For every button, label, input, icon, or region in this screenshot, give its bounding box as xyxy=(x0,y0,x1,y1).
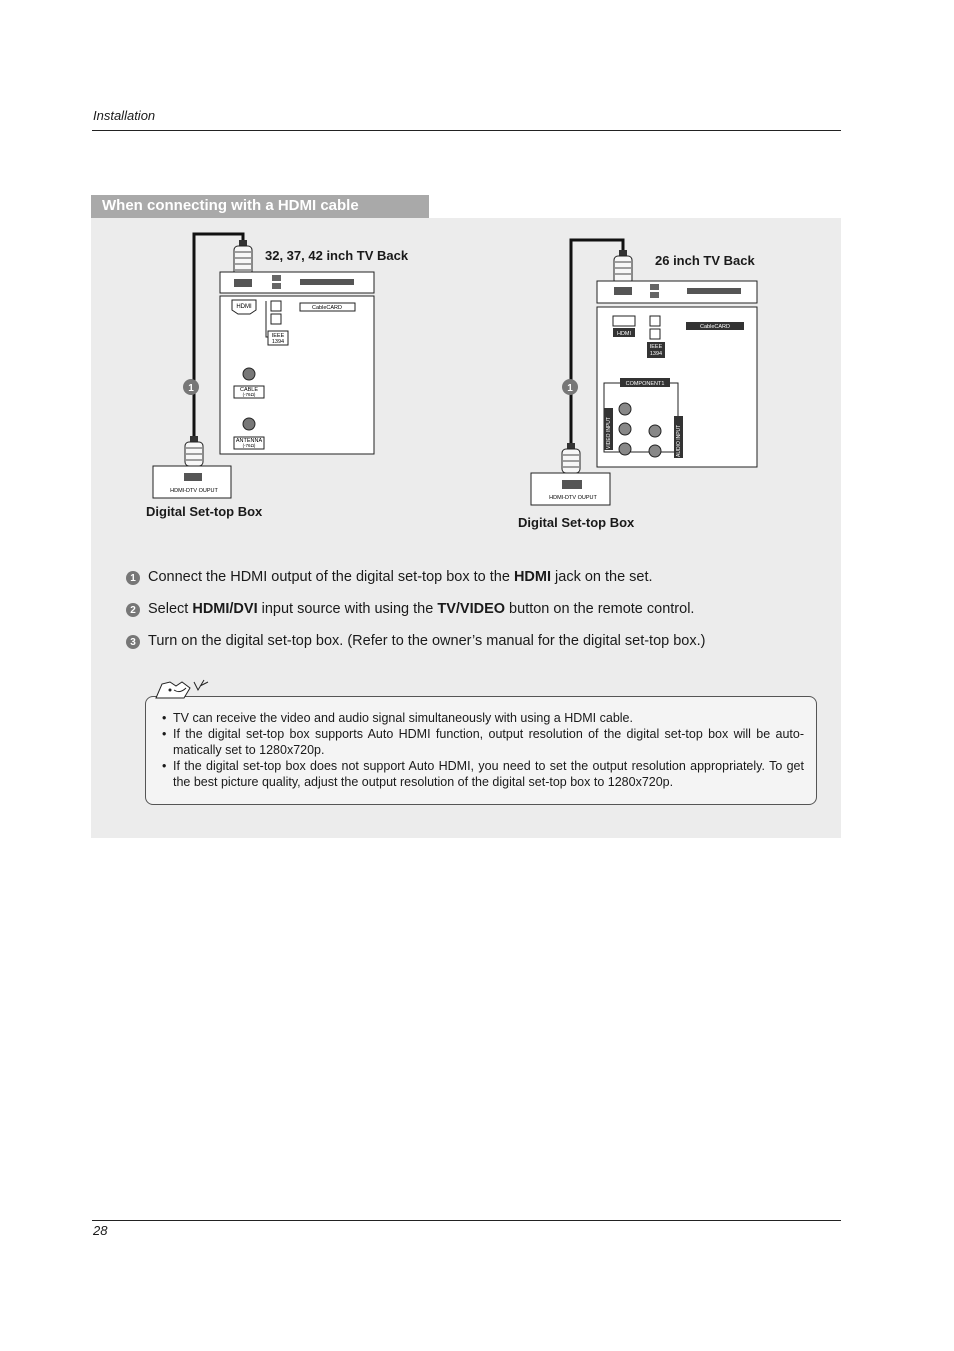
ieee-label-right: IEEE xyxy=(649,344,663,350)
ieee-num-left: 1394 xyxy=(271,339,285,345)
footer-rule xyxy=(92,1220,841,1221)
cablecard-label-right: CableCARD xyxy=(700,324,730,330)
settop-label-left: Digital Set-top Box xyxy=(146,504,263,519)
left-diagram xyxy=(153,234,374,498)
cable-sub-left: (-76Ω) xyxy=(242,392,256,397)
ieee-num-right: 1394 xyxy=(649,351,663,357)
note-item: • TV can receive the video and audio signal simultaneously with using a HDMI cable. xyxy=(162,710,804,726)
note-item: • If the digital set-top box does not support Auto HDMI, you need to set the output resolution appropriately. To get the best picture quality, adjust the output resolution of the digital set-top box to 1280x720p. xyxy=(162,758,804,790)
step-number: 1 xyxy=(126,571,140,585)
step-number: 2 xyxy=(126,603,140,617)
antenna-jack-left xyxy=(243,418,255,430)
hdmi-port-label-right: HDMI xyxy=(616,331,632,337)
cablecard-label-left: CableCARD xyxy=(312,305,342,311)
step-number: 3 xyxy=(126,635,140,649)
step-text: Connect the HDMI output of the digital set-top box to the HDMI jack on the set. xyxy=(148,569,653,585)
note-hand-icon xyxy=(152,676,212,704)
ieee-label-left: IEEE xyxy=(271,333,285,339)
section-header: Installation xyxy=(93,108,156,123)
step-3 xyxy=(126,633,826,665)
step-text: Turn on the digital set-top box. (Refer to the owner’s manual for the digital set-top box.) xyxy=(148,633,706,649)
notes-list xyxy=(162,710,804,790)
component-label-right: COMPONENT1 xyxy=(625,381,665,387)
step-2 xyxy=(126,601,826,633)
right-diagram xyxy=(531,240,757,505)
callout-right-num: 1 xyxy=(567,383,573,394)
instruction-steps xyxy=(126,569,826,665)
video-input-label: VIDEO INPUT xyxy=(606,417,612,449)
tv-back-label-right: 26 inch TV Back xyxy=(655,253,755,268)
hdmi-plug-top-right xyxy=(614,250,632,284)
settop-label-right: Digital Set-top Box xyxy=(518,515,635,530)
tv-back-label-left: 32, 37, 42 inch TV Back xyxy=(265,248,409,263)
hdmi-plug-bottom-left xyxy=(185,436,203,466)
hdmi-plug-bottom-right xyxy=(562,443,580,473)
box-port-label-left: HDMI-DTV OUPUT xyxy=(170,488,218,494)
step-1 xyxy=(126,569,826,601)
audio-input-label: AUDIO INPUT xyxy=(676,424,682,457)
note-item: • If the digital set-top box supports Auto HDMI function, output resolution of the digital set-top box will be auto-matically set to 1280x720p. xyxy=(162,726,804,758)
hdmi-port-label-left: HDMI xyxy=(236,304,252,310)
antenna-sub-left: (-76Ω) xyxy=(242,443,256,448)
cable-jack-left xyxy=(243,368,255,380)
section-title: When connecting with a HDMI cable xyxy=(91,195,429,218)
hdmi-plug-top-left xyxy=(234,240,252,276)
page-number: 28 xyxy=(93,1223,108,1238)
cable-label-left: CABLE xyxy=(239,387,259,393)
antenna-label-left: ANTENNA xyxy=(235,438,263,444)
callout-left-num: 1 xyxy=(188,383,194,394)
box-port-label-right: HDMI-DTV OUPUT xyxy=(549,495,597,501)
connection-diagrams xyxy=(0,0,954,560)
step-text: Select HDMI/DVI input source with using the TV/VIDEO button on the remote control. xyxy=(148,601,695,617)
